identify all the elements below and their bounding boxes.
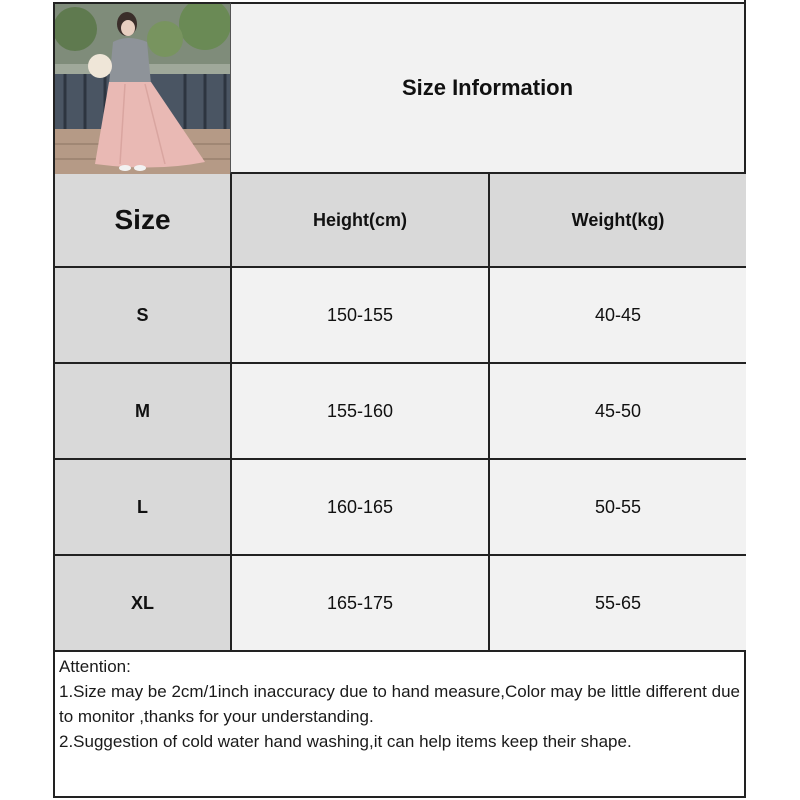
- size-table: [53, 174, 746, 652]
- height-cell: 160-165: [232, 460, 490, 556]
- notes-heading: Attention:: [59, 657, 131, 676]
- size-cell: L: [55, 460, 232, 556]
- header-height: Height(cm): [232, 174, 490, 268]
- weight-cell: 45-50: [490, 364, 746, 460]
- size-cell: S: [55, 268, 232, 364]
- height-cell: 165-175: [232, 556, 490, 652]
- product-photo: [53, 2, 230, 174]
- height-cell: 150-155: [232, 268, 490, 364]
- weight-cell: 55-65: [490, 556, 746, 652]
- notes-line-2: 2.Suggestion of cold water hand washing,it can help items keep their shape.: [59, 732, 632, 751]
- table-row: [55, 364, 746, 460]
- table-header-row: [55, 174, 746, 268]
- size-cell: M: [55, 364, 232, 460]
- product-photo-icon: [55, 4, 230, 174]
- height-cell: 155-160: [232, 364, 490, 460]
- size-cell: XL: [55, 556, 232, 652]
- weight-cell: 50-55: [490, 460, 746, 556]
- header-size: Size: [55, 174, 232, 268]
- size-information-title: Size Information: [230, 2, 746, 174]
- table-row: [55, 556, 746, 652]
- table-row: [55, 460, 746, 556]
- attention-notes: [53, 652, 746, 798]
- weight-cell: 40-45: [490, 268, 746, 364]
- table-row: [55, 268, 746, 364]
- header-weight: Weight(kg): [490, 174, 746, 268]
- notes-line-1: 1.Size may be 2cm/1inch inaccuracy due to hand measure,Color may be little different due to monitor ,thanks for your understanding.: [59, 682, 740, 726]
